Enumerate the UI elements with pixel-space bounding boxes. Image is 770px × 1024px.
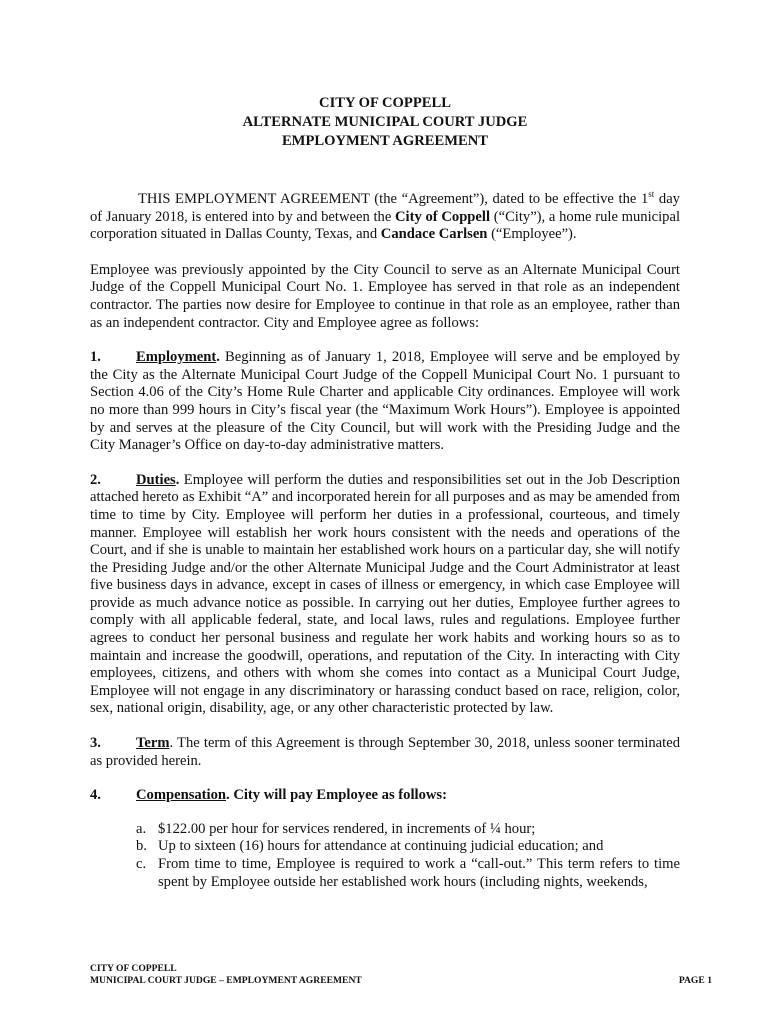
intro-text-3: (“City”), a home rule municipal corporation situated in Dallas County, Texas, and [90,208,681,243]
section-number: 3. [90,735,101,752]
list-item-text: Up to sixteen (16) hours for attendance at continuing judicial education; and [158,838,604,855]
section-text: Beginning as of January 1, 2018, Employee will serve and be employed by the City as the Alternate Municipal Court Judge of the Coppell Municipal Court No. 1 pursuant to Section 4.06 of the City’s Home Rule Charter and applicable City ordinances. Employee will work no more than 999 hours in City’s fiscal year (the “Maximum Work Hours”). Employee is appointed by and serves at the pleasure of the City Council, but will work with the Presiding Judge and the City Manager’s Office on day-to-day administrative matters. [90,349,680,454]
page-footer [90,963,712,987]
section-number: 4. [90,787,101,804]
section-compensation [90,787,680,805]
footer-city: CITY OF COPPELL [90,963,177,974]
section-number: 1. [90,349,101,366]
footer-document-name: MUNICIPAL COURT JUDGE – EMPLOYMENT AGREEMENT [90,975,362,986]
title-line-city: CITY OF COPPELL [319,95,451,111]
intro-text-1: THIS EMPLOYMENT AGREEMENT (the “Agreement”), dated to be effective the 1 [138,191,649,207]
party-employee: Candace Carlsen [380,226,488,243]
section-term [90,735,680,770]
section-heading: Duties [136,471,176,488]
title-line-agreement: EMPLOYMENT AGREEMENT [281,133,489,149]
list-marker: a. [136,820,147,837]
intro-paragraph [90,191,680,244]
intro-text-2: day of January 2018, is entered into by and between the [90,191,680,225]
section-heading: Compensation [136,787,227,804]
party-city: City of Coppell [395,208,491,225]
document-title [90,94,680,151]
section-heading: Term [136,735,170,752]
recital-paragraph: Employee was previously appointed by the City Council to serve as an Alternate Municipal Court Judge of the Coppell Municipal Court No. 1. Employee has served in that role as an independent contractor. The parties now desire for Employee to continue in that role as an employee, rather than as an independent contractor. City and Employee agree as follows: [90,261,680,331]
section-employment: 1. Employment. Beginning as of January 1, 2018, Employee will serve and be employed by the City as the Alternate Municipal Court Judge of the Coppell Municipal Court No. 1 pursuant to Section 4.06 of the City’s Home Rule Charter and applicable City ordinances. Employee will work no more than 999 hours in City’s fiscal year (the “Maximum Work Hours”). Employee is appointed by and serves at the pleasure of the City Council, but will work with the Presiding Judge and the City Manager’s Office on day-to-day administrative matters. [90,349,680,454]
section-text: . City will pay Employee as follows: [226,787,447,804]
page-number: PAGE 1 [678,975,712,986]
section-text: . The term of this Agreement is through September 30, 2018, unless sooner terminated as provided herein. [90,735,680,769]
section-number: 2. [90,471,101,488]
section-text: Employee will perform the duties and responsibilities set out in the Job Description attached hereto as Exhibit “A” and incorporated herein for all purposes and as may be amended from time to time by City. Employee will perform her duties in a professional, courteous, and timely manner. Employee will establish her work hours consistent with the needs and operations of the Court, and if she is unable to maintain her established work hours on a particular day, she will notify the Presiding Judge and/or the other Alternate Municipal Judge and the Court Administrator at least five business days in advance, except in cases of illness or emergency, in which case Employee will provide as much advance notice as possible. In carrying out her duties, Employee further agrees to comply with all applicable federal, state, and local laws, rules and regulations. Employee further agrees to conduct her personal business and regulate her work habits and working hours so as to maintain and increase the goodwill, operations, and reputation of the City. In interacting with City employees, citizens, and others with whom she comes into contact as a Municipal Court Judge, Employee will not engage in any discriminatory or harassing conduct based on race, religion, color, sex, national origin, disability, age, or any other characteristic protected by law. [90,471,681,717]
list-marker: b. [136,838,147,855]
list-item [136,838,680,856]
section-duties: 2. Duties. Employee will perform the duties and responsibilities set out in the Job Description attached hereto as Exhibit “A” and incorporated herein for all purposes and as may be amended from time to time by City. Employee will perform her duties in a professional, courteous, and timely manner. Employee will establish her work hours consistent with the needs and operations of the Court, and if she is unable to maintain her established work hours on a particular day, she will notify the Presiding Judge and/or the other Alternate Municipal Judge and the Court Administrator at least five business days in advance, except in cases of illness or emergency, in which case Employee will provide as much advance notice as possible. In carrying out her duties, Employee further agrees to comply with all applicable federal, state, and local laws, rules and regulations. Employee further agrees to conduct her personal business and regulate her work habits and working hours so as to maintain and increase the goodwill, operations, and reputation of the City. In interacting with City employees, citizens, and others with whom she comes into contact as a Municipal Court Judge, Employee will not engage in any discriminatory or harassing conduct based on race, religion, color, sex, national origin, disability, age, or any other characteristic protected by law. [90,471,681,717]
list-item [136,856,680,891]
list-marker: c. [136,856,147,872]
section-heading: Employment [136,349,217,366]
list-item [136,821,680,839]
list-item-text: From time to time, Employee is required to work a “call-out.” This term refers to time spent by Employee outside her established work hours (including nights, weekends, [158,856,680,890]
intro-ordinal: st [648,189,655,199]
list-item-text: $122.00 per hour for services rendered, in increments of ¼ hour; [158,820,536,837]
intro-text-4: (“Employee”). [487,226,577,243]
compensation-list [90,821,680,891]
title-line-position: ALTERNATE MUNICIPAL COURT JUDGE [242,114,528,130]
